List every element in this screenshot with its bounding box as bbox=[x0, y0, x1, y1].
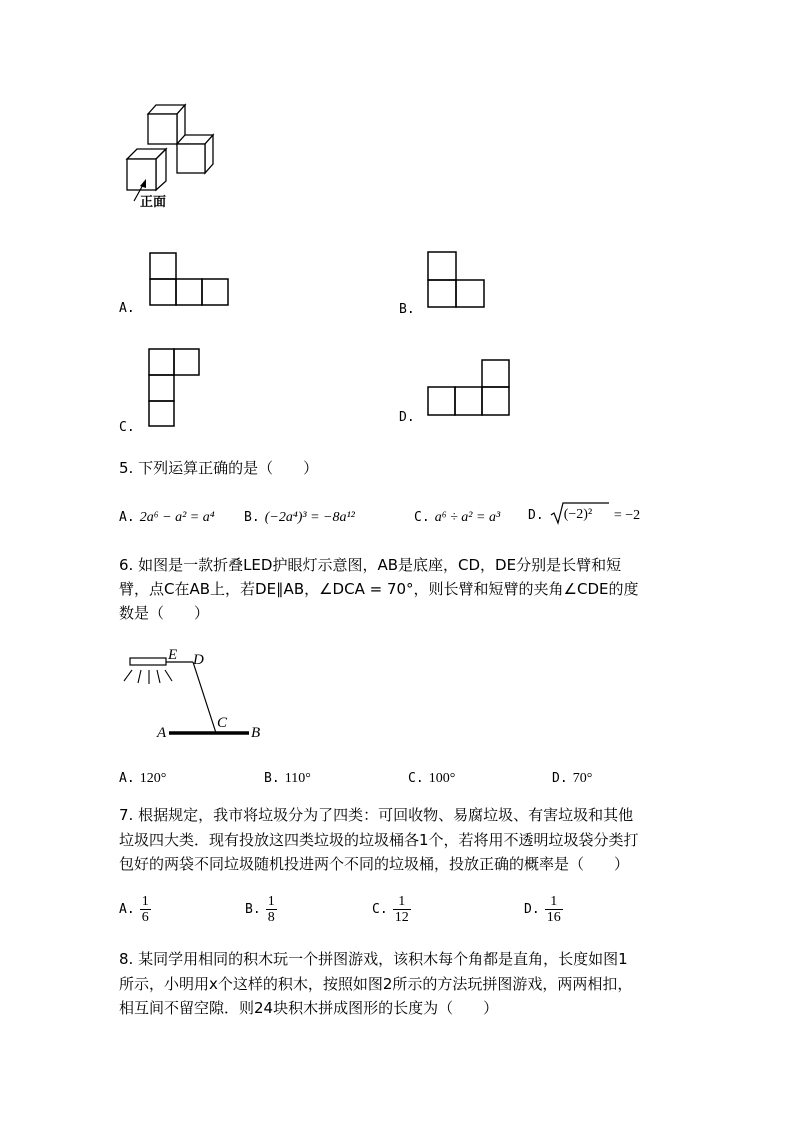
q5-option-c-label: C. bbox=[414, 510, 430, 525]
q4-option-d-label[interactable]: D. bbox=[399, 410, 415, 425]
q6-option-c-label: C. bbox=[408, 771, 424, 786]
q6-option-b-label: B. bbox=[264, 771, 280, 786]
q6-option-d[interactable] bbox=[552, 766, 592, 791]
point-c-label: C bbox=[217, 715, 228, 731]
q6-stem-line2: 臂，点C在AB上，若DE∥AB，∠DCA = 70°，则长臂和短臂的夹角∠CDE的度 bbox=[119, 580, 639, 598]
q5-option-b-label: B. bbox=[244, 510, 260, 525]
q8-stem-line3: 相互间不留空隙．则24块积木拼成图形的长度为（ ） bbox=[119, 999, 499, 1017]
q6-option-c[interactable] bbox=[408, 766, 455, 791]
q6-option-a-value: 120° bbox=[139, 771, 167, 786]
q5-option-c-expr: a⁶ ÷ a² = a³ bbox=[434, 510, 501, 525]
q7-option-d[interactable] bbox=[524, 894, 563, 925]
q5-option-d-rhs: = −2 bbox=[613, 508, 641, 523]
q7-option-a-fraction: $\frac{1}{6}$ bbox=[141, 894, 149, 925]
q5-option-d-label: D. bbox=[528, 508, 544, 523]
q5-option-d-radicand: (−2)² bbox=[563, 506, 593, 522]
q7-option-b-fraction: $\frac{1}{8}$ bbox=[267, 894, 275, 925]
q7-stem-line1: 7. 根据规定，我市将垃圾分为了四类：可回收物、易腐垃圾、有害垃圾和其他 bbox=[119, 806, 634, 824]
q7-option-b[interactable] bbox=[245, 894, 277, 925]
q6-option-b[interactable] bbox=[264, 766, 311, 791]
q7-option-b-label: B. bbox=[245, 902, 261, 917]
q7-option-d-fraction: $\frac{1}{16}$ bbox=[546, 894, 561, 925]
q8-stem-line2: 所示，小明用x个这样的积木，按照如图2所示的方法玩拼图游戏，两两相扣， bbox=[119, 975, 633, 993]
point-e-label: E bbox=[168, 647, 178, 663]
q6-option-d-label: D. bbox=[552, 771, 568, 786]
q6-option-c-value: 100° bbox=[428, 771, 456, 786]
q6-stem-line1: 6. 如图是一款折叠LED护眼灯示意图，AB是底座，CD，DE分别是长臂和短 bbox=[119, 556, 622, 574]
q6-option-a-label: A. bbox=[119, 771, 135, 786]
q7-option-a[interactable] bbox=[119, 894, 151, 925]
q5-stem: 5. 下列运算正确的是（ ） bbox=[119, 459, 319, 477]
q6-stem-line3: 数是（ ） bbox=[119, 604, 210, 622]
q5-option-a-label: A. bbox=[119, 510, 135, 525]
q5-option-b-expr: (−2a⁴)³ = −8a¹² bbox=[264, 510, 355, 525]
q8-stem-line1: 8. 某同学用相同的积木玩一个拼图游戏，该积木每个角都是直角，长度如图1 bbox=[119, 950, 628, 968]
q4-option-a-label[interactable]: A. bbox=[119, 301, 135, 316]
point-a-label: A bbox=[157, 725, 167, 741]
q7-option-c[interactable] bbox=[372, 894, 411, 925]
q7-option-c-label: C. bbox=[372, 902, 388, 917]
q7-stem-line3: 包好的两袋不同垃圾随机投进两个不同的垃圾桶，投放正确的概率是（ ） bbox=[119, 855, 630, 873]
point-b-label: B bbox=[251, 725, 261, 741]
q5-option-a-expr: 2a⁶ − a² = a⁴ bbox=[139, 510, 215, 525]
point-d-label: D bbox=[193, 652, 204, 668]
q7-option-a-label: A. bbox=[119, 902, 135, 917]
q6-option-a[interactable] bbox=[119, 766, 166, 791]
front-label: 正面 bbox=[140, 195, 167, 210]
q4-option-b-label[interactable]: B. bbox=[399, 302, 415, 317]
q7-option-c-fraction: $\frac{1}{12}$ bbox=[394, 894, 409, 925]
q7-option-d-label: D. bbox=[524, 902, 540, 917]
q4-option-c-label[interactable]: C. bbox=[119, 420, 135, 435]
q7-stem-line2: 垃圾四大类．现有投放这四类垃圾的垃圾桶各1个，若将用不透明垃圾袋分类打 bbox=[119, 831, 639, 849]
q6-option-d-value: 70° bbox=[572, 771, 593, 786]
q6-option-b-value: 110° bbox=[284, 771, 311, 786]
